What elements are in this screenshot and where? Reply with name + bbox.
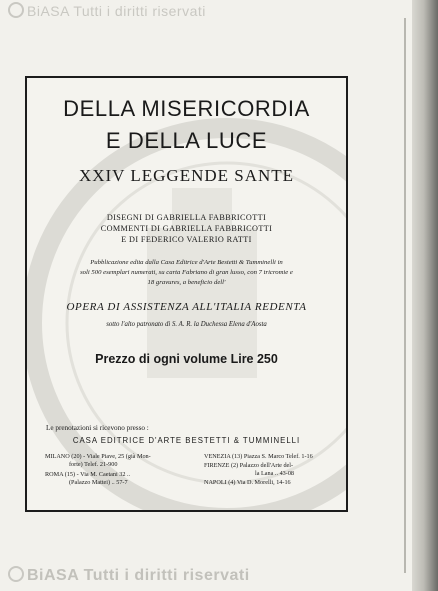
address-milano-2: forte) Telef. 21-900 xyxy=(69,461,118,468)
address-milano-1: MILANO (20) - Viale Piave, 25 (già Mon- xyxy=(45,453,151,460)
advertisement-frame xyxy=(25,76,348,512)
orders-intro: Le prenotazioni si ricevono presso : xyxy=(46,424,149,432)
page-edge xyxy=(412,0,438,591)
page-fold-line xyxy=(404,18,406,573)
address-napoli: NAPOLI (4) Via D. Morelli, 14-16 xyxy=(204,479,291,486)
patronage-line: sotto l'alto patronato di S. A. R. la Duchessa Elena d'Aosta xyxy=(106,321,267,328)
title-line-2: E DELLA LUCE xyxy=(105,128,268,153)
watermark-top: BiASA Tutti i diritti riservati xyxy=(8,2,206,19)
address-venezia: VENEZIA (13) Piazza S. Marco Telef. 1-16 xyxy=(204,453,313,460)
address-roma-1: ROMA (15) - Via M. Caetani 32 .. xyxy=(45,471,131,478)
address-firenze-2: la Lana .. 43-08 xyxy=(255,470,295,477)
subtitle: XXIV LEGGENDE SANTE xyxy=(78,166,295,185)
publication-note: Pubblicazione edita dalla Casa Editrice d'Arte Bestetti & Tumminelli in soli 500 esemplari numerati, su carta Fabriano di gran lusso, con 7 tricromie e 18 gravures, a beneficio dell' xyxy=(80,259,293,286)
address-firenze-1: FIRENZE (2) Palazzo dell'Arte del- xyxy=(204,462,294,469)
address-roma-2: (Palazzo Mattei) .. 57-7 xyxy=(69,479,128,486)
biasa-logo-icon xyxy=(8,566,24,582)
credit-line: DISEGNI DI GABRIELLA FABBRICOTTI xyxy=(106,213,267,222)
watermark-bottom: BiASA Tutti i diritti riservati xyxy=(8,566,250,585)
credit-line: COMMENTI DI GABRIELLA FABBRICOTTI xyxy=(100,224,273,233)
opera-heading: OPERA DI ASSISTENZA ALL'ITALIA REDENTA xyxy=(66,301,307,313)
biasa-logo-icon xyxy=(8,2,24,18)
price-line: Prezzo di ogni volume Lire 250 xyxy=(95,352,278,366)
publisher-name: CASA EDITRICE D'ARTE BESTETTI & TUMMINELLI xyxy=(72,436,301,445)
title-line-1: DELLA MISERICORDIA xyxy=(63,96,310,121)
credit-line: E DI FEDERICO VALERIO RATTI xyxy=(121,235,252,244)
